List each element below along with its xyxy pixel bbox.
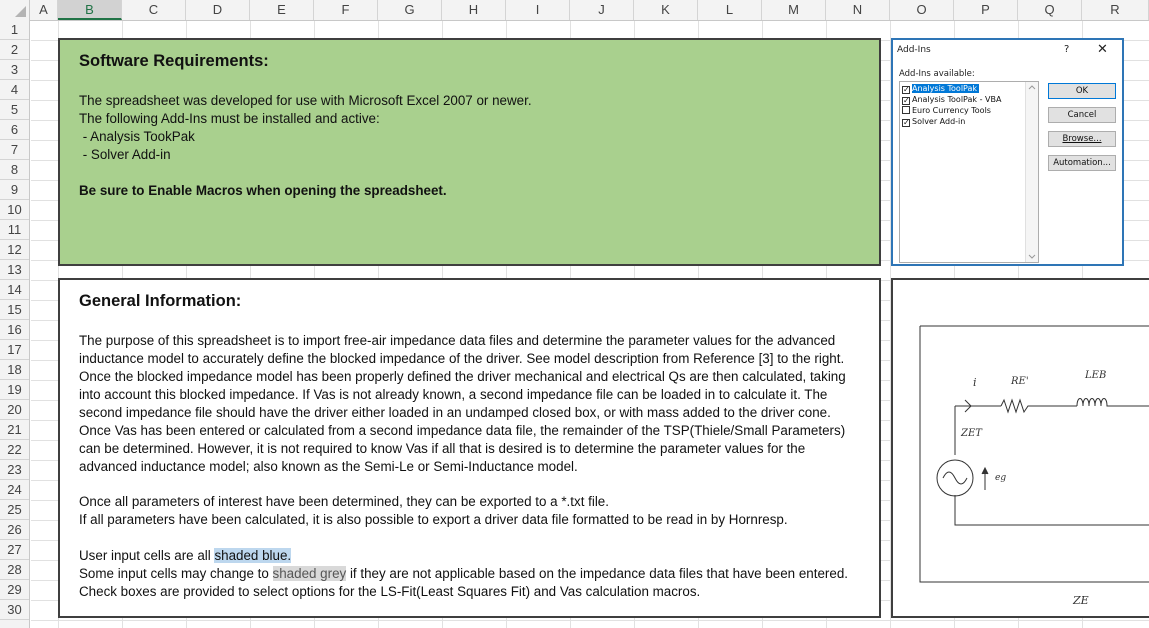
column-header-l[interactable]: L xyxy=(698,0,762,20)
row-header[interactable]: 14 xyxy=(0,280,29,300)
automation-button[interactable]: Automation... xyxy=(1048,155,1116,171)
requirements-line: - Solver Add-in xyxy=(79,147,171,162)
row-header[interactable]: 17 xyxy=(0,340,29,360)
checkbox-checked-icon[interactable]: ✓ xyxy=(903,118,910,127)
addin-label: Euro Currency Tools xyxy=(912,106,991,115)
scroll-down-icon xyxy=(1029,255,1035,258)
row-header[interactable]: 21 xyxy=(0,420,29,440)
checkbox-note: Check boxes are provided to select options for the LS-Fit(Least Squares Fit) and Vas calculation macros. xyxy=(79,584,701,599)
column-header-o[interactable]: O xyxy=(890,0,954,20)
info-paragraph-line: second impedance file should have the driver either loaded in an undamped closed box, or with mass added to the driver cone. xyxy=(79,405,831,420)
row-header[interactable]: 15 xyxy=(0,300,29,320)
shaded-blue-sample: shaded blue. xyxy=(214,548,292,563)
addin-item-analysis-toolpak[interactable] xyxy=(902,84,1022,94)
column-header-c[interactable]: C xyxy=(122,0,186,20)
row-header[interactable]: 26 xyxy=(0,520,29,540)
info-paragraph-line: Once all parameters of interest have been determined, they can be exported to a *.txt file. xyxy=(79,494,609,509)
requirements-heading: Software Requirements: xyxy=(79,52,269,70)
resistor-icon xyxy=(1001,400,1077,412)
checkbox-checked-icon[interactable]: ✓ xyxy=(903,96,910,105)
row-header[interactable]: 13 xyxy=(0,260,29,280)
software-requirements-box[interactable] xyxy=(58,38,881,266)
ok-button[interactable]: OK xyxy=(1048,83,1116,99)
row-header-bar xyxy=(0,20,30,628)
info-paragraph-line: into account this blocked impedance. If Vas is not already known, a second impedance file can be loaded in to calculate it. The xyxy=(79,387,828,402)
row-header[interactable]: 28 xyxy=(0,560,29,580)
column-header-g[interactable]: G xyxy=(378,0,442,20)
addin-item-analysis-toolpak-vba[interactable] xyxy=(902,95,1022,105)
column-header-n[interactable]: N xyxy=(826,0,890,20)
current-label: i xyxy=(973,376,977,389)
row-header[interactable]: 7 xyxy=(0,140,29,160)
row-header[interactable]: 19 xyxy=(0,380,29,400)
checkbox-checked-icon[interactable]: ✓ xyxy=(903,85,910,94)
row-header[interactable]: 24 xyxy=(0,480,29,500)
shaded-grey-sample: shaded grey xyxy=(272,566,347,581)
column-header-e[interactable]: E xyxy=(250,0,314,20)
column-header-r[interactable]: R xyxy=(1082,0,1149,20)
general-information-box[interactable] xyxy=(58,278,881,618)
circuit-diagram xyxy=(893,280,1149,620)
row-header[interactable]: 22 xyxy=(0,440,29,460)
addin-label: Analysis ToolPak xyxy=(912,84,978,93)
row-header[interactable]: 3 xyxy=(0,60,29,80)
addins-available-label: Add-Ins available: xyxy=(899,69,975,79)
requirements-line: - Analysis TookPak xyxy=(79,129,195,144)
row-header[interactable]: 12 xyxy=(0,240,29,260)
info-heading: General Information: xyxy=(79,292,242,310)
info-paragraph-line: The purpose of this spreadsheet is to import free-air impedance data files and determine the parameter values for the advanced xyxy=(79,333,836,348)
row-header[interactable]: 30 xyxy=(0,600,29,620)
help-button[interactable]: ? xyxy=(1064,44,1070,55)
enable-macros-note: Be sure to Enable Macros when opening the spreadsheet. xyxy=(79,183,447,198)
outer-wire xyxy=(920,326,1149,582)
select-all-button[interactable] xyxy=(0,0,30,20)
list-scrollbar[interactable] xyxy=(1025,82,1038,262)
column-header-i[interactable]: I xyxy=(506,0,570,20)
addin-label: Solver Add-in xyxy=(912,117,966,126)
column-header-f[interactable]: F xyxy=(314,0,378,20)
info-paragraph-line: can be determined. However, it is not required to know Vas if all that is desired is to determine the parameter values for the xyxy=(79,441,806,456)
column-header-a[interactable]: A xyxy=(30,0,58,20)
column-header-j[interactable]: J xyxy=(570,0,634,20)
grey-note-text: if they are not applicable based on the impedance data files that have been entered. xyxy=(346,566,848,581)
info-paragraph-line: advanced inductance model; also known as the Semi-Le or Semi-Inductance model. xyxy=(79,459,578,474)
inductance-label: LEB xyxy=(1085,370,1107,381)
row-header[interactable]: 4 xyxy=(0,80,29,100)
addin-item-solver[interactable] xyxy=(902,117,1022,127)
column-header-k[interactable]: K xyxy=(634,0,698,20)
close-icon[interactable]: ✕ xyxy=(1097,42,1108,57)
row-header[interactable]: 6 xyxy=(0,120,29,140)
resistance-label: RE' xyxy=(1011,376,1029,387)
inductor-icon xyxy=(1077,399,1149,407)
row-header[interactable]: 10 xyxy=(0,200,29,220)
user-input-note xyxy=(79,547,291,565)
addins-dialog[interactable] xyxy=(891,38,1124,266)
addin-label: Analysis ToolPak - VBA xyxy=(912,95,1002,104)
shaded-grey-note xyxy=(79,565,848,583)
row-header[interactable]: 29 xyxy=(0,580,29,600)
column-header-q[interactable]: Q xyxy=(1018,0,1082,20)
row-header[interactable]: 20 xyxy=(0,400,29,420)
info-paragraph-line: inductance model to accurately define the blocked impedance of the driver. See model description from Reference [3] to the right. xyxy=(79,351,845,366)
browse-button[interactable]: Browse... xyxy=(1048,131,1116,147)
row-header[interactable]: 23 xyxy=(0,460,29,480)
user-input-text: User input cells are all xyxy=(79,548,215,563)
info-paragraph-line: If all parameters have been calculated, it is also possible to export a driver data file formatted to be read in by Hornresp. xyxy=(79,512,788,527)
dialog-title: Add-Ins xyxy=(897,45,931,55)
cancel-button[interactable]: Cancel xyxy=(1048,107,1116,123)
column-header-h[interactable]: H xyxy=(442,0,506,20)
row-header[interactable]: 25 xyxy=(0,500,29,520)
checkbox-unchecked-icon[interactable] xyxy=(902,106,910,114)
info-paragraph-line: Once the blocked impedance model has been properly defined the driver mechanical and electrical Qs are then calculated, taking xyxy=(79,369,846,384)
row-header[interactable]: 2 xyxy=(0,40,29,60)
ze-label: ZE xyxy=(1073,594,1089,607)
row-header[interactable]: 16 xyxy=(0,320,29,340)
grey-note-text: Some input cells may change to xyxy=(79,566,273,581)
circuit-diagram-box[interactable] xyxy=(891,278,1149,618)
info-paragraph-line: Once Vas has been entered or calculated from a second impedance data file, the remainder of the TSP(Thiele/Small Parameters) xyxy=(79,423,846,438)
addin-item-euro-currency-tools[interactable] xyxy=(902,106,1022,116)
bottom-wire xyxy=(955,495,1149,525)
gridline xyxy=(31,620,1149,621)
addins-list[interactable] xyxy=(899,81,1039,263)
row-header[interactable]: 9 xyxy=(0,180,29,200)
scroll-up-icon xyxy=(1029,86,1035,89)
row-header[interactable]: 1 xyxy=(0,20,29,40)
row-header[interactable]: 18 xyxy=(0,360,29,380)
column-header-d[interactable]: D xyxy=(186,0,250,20)
eg-label: eg xyxy=(995,473,1007,483)
column-header-p[interactable]: P xyxy=(954,0,1018,20)
row-header[interactable]: 11 xyxy=(0,220,29,240)
column-header-m[interactable]: M xyxy=(762,0,826,20)
row-header[interactable]: 27 xyxy=(0,540,29,560)
requirements-line: The spreadsheet was developed for use with Microsoft Excel 2007 or newer. xyxy=(79,93,532,108)
zet-label: ZET xyxy=(961,428,982,439)
row-header[interactable]: 8 xyxy=(0,160,29,180)
row-header[interactable]: 5 xyxy=(0,100,29,120)
sine-wave-icon xyxy=(943,472,967,484)
column-header-b[interactable]: B xyxy=(58,0,122,20)
column-header-bar xyxy=(0,0,1149,21)
requirements-line: The following Add-Ins must be installed and active: xyxy=(79,111,380,126)
